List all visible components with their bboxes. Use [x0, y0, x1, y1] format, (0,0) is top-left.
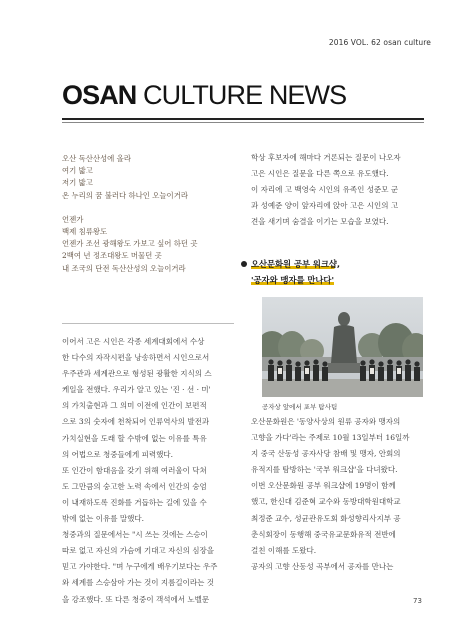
left-column-text [62, 334, 234, 608]
poem-line: 오산 독산산성에 올라 [62, 154, 131, 163]
body-line: 도 그만큼의 숭고한 노력 속에서 인간의 숭엄 [62, 481, 207, 491]
body-line: 이 자리에 고 백영숙 시인의 유족인 성준모 군 [251, 185, 399, 195]
title-rule-thin [62, 122, 424, 123]
page-title [62, 82, 346, 109]
body-line: 이어서 고은 시인은 각종 세계대회에서 수상 [62, 337, 205, 346]
poem-line: 내 조국의 단전 독산산성의 오늘이거라 [62, 263, 186, 273]
body-line: 학상 후보자에 해마다 거론되는 질문이 나오자 [251, 153, 401, 162]
issue-header: 2016 VOL. 62 osan culture [328, 38, 431, 47]
body-line: 와 세계를 스승삼아 가는 것이 지름길이라는 것 [62, 578, 214, 588]
body-line: 믿고 가야한다. "며 누구에게 배우기보다는 우주 [62, 562, 218, 572]
poem-line: 저기 밟고 [62, 178, 93, 188]
body-line: 고은 시인은 질문을 다른 쪽으로 유도했다. [251, 169, 389, 179]
body-line: 한 다수의 자작시편을 낭송하면서 시인으로서 [62, 353, 210, 363]
title-bold: OSAN [62, 80, 137, 110]
body-line: 을 강조했다. 또 다른 청중이 객석에서 노벨문 [62, 594, 210, 604]
body-line: 공자의 고향 산동성 곡부에서 공자를 만나는 [251, 561, 394, 571]
poem-line: 언젠가 조선 광해왕도 가보고 싶어 하던 곳 [62, 239, 198, 249]
poem-block [62, 153, 234, 275]
page-number: 73 [413, 597, 422, 605]
body-line: 으로 3의 숫자에 천착되어 인류역사의 발전과 [62, 417, 210, 427]
body-line: 밖에 없는 이유를 말했다. [62, 514, 144, 524]
bullet-icon [241, 261, 247, 267]
title-light: CULTURE NEWS [136, 80, 347, 110]
body-line: 오산문화원은 '동양사상의 원류 공자와 맹자의 [251, 417, 401, 426]
poem-divider [62, 323, 234, 324]
body-line: 이번 오산문화원 공부 워크샵에 19명이 함께 [251, 481, 396, 491]
body-line: 케일을 전했다. 우리가 알고 있는 '진 · 선 · 미' [62, 385, 211, 395]
section-heading-line1: 오산문화원 공부 워크샵, [251, 259, 341, 269]
section-heading [251, 256, 340, 288]
body-line: 따로 없고 자신의 가슴에 기대고 자신의 심장을 [62, 546, 214, 556]
body-line: 과 성예준 양이 앞자리에 앉아 고은 시인의 고 [251, 201, 399, 211]
poem-line: 언젠가 [62, 214, 84, 224]
body-line: 또 인간이 함대음을 갖기 위해 여러울이 닥쳐 [62, 465, 207, 475]
body-line: 의 어법으로 청중들에게 피력했다. [62, 449, 173, 459]
body-line: 견을 새기며 숨결을 이기는 모습을 보였다. [251, 217, 389, 227]
body-line: 의 가치출현과 그 의미 이전에 인간이 보편적 [62, 401, 207, 411]
photo-caption: 공자상 앞에서 포부 탐사팀 [262, 403, 338, 411]
poem-line: 2백여 년 정조대왕도 머물던 곳 [62, 251, 162, 261]
body-line: 춘식회장이 동행해 중국유교문화유적 전반에 [251, 529, 396, 539]
body-line: 했고, 한신대 김준혁 교수와 동방대학원대학교 [251, 497, 401, 507]
body-line: 최정준 교수, 성균관유도회 화성향리사지부 공 [251, 513, 401, 523]
poem-line: 백제 침류왕도 [62, 227, 108, 237]
body-line: 유적지를 탐방하는 '국부 워크샵'을 다녀왔다. [251, 465, 398, 475]
body-line: 우주관과 세계관으로 형성된 광활한 지식의 스 [62, 369, 212, 379]
body-line: 걸친 이해를 도왔다. [251, 545, 317, 555]
body-line: 청중과의 질문에서는 "시 쓰는 것에는 스승이 [62, 530, 208, 540]
body-line: 고향을 가다'라는 주제로 10월 13일부터 16일까 [251, 433, 410, 443]
group-photo [262, 297, 423, 397]
right-column-text-top [251, 150, 423, 230]
right-column-text [251, 414, 423, 575]
poem-line: 여기 밟고 [62, 166, 93, 176]
body-line: 가치실현을 도래 할 수밖에 없는 이유를 특유 [62, 433, 207, 443]
title-rule-thick [62, 118, 424, 120]
poem-line: 온 누리의 꿈 불러다 하나인 오늘이거라 [62, 190, 188, 200]
body-line: 지 중국 산동성 공자사당 참배 및 맹자, 안회의 [251, 449, 401, 459]
section-heading-line2: '공자와 맹자를 만나다' [251, 275, 334, 285]
body-line: 이 내재하도록 진화를 거듭하는 길에 있을 수 [62, 497, 207, 507]
